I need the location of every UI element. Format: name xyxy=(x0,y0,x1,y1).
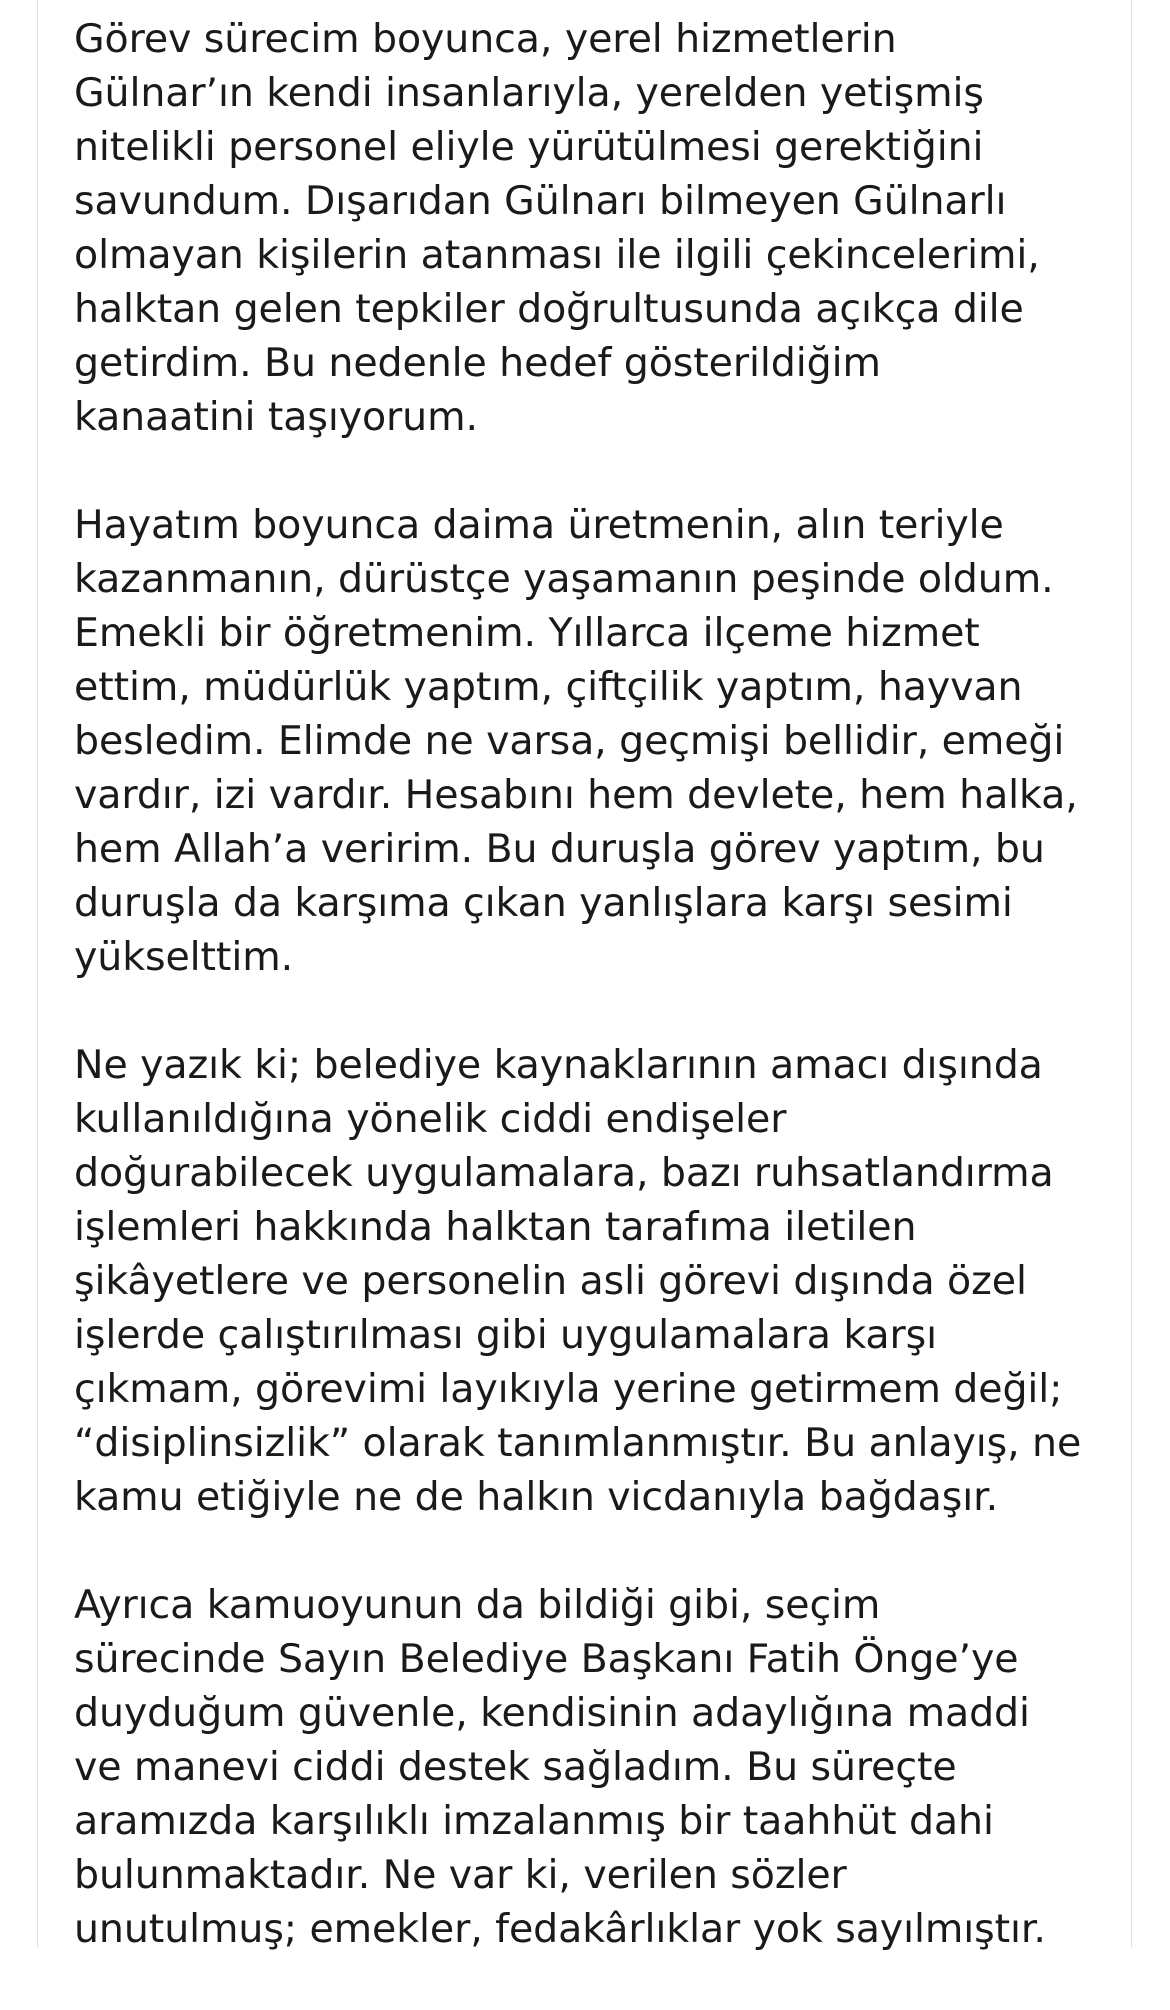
text-line: savundum. Dışarıdan Gülnarı bilmeyen Gülnarlı xyxy=(74,178,1007,224)
statement-text xyxy=(74,12,1134,2010)
text-line: vardır, izi vardır. Hesabını hem devlete, hem halka, xyxy=(74,772,1078,818)
text-line: işlemleri hakkında halktan tarafıma iletilen xyxy=(74,1204,917,1250)
text-line: Gülnar’ın kendi insanlarıyla, yerelden yetişmiş xyxy=(74,70,984,116)
text-line: aramızda karşılıklı imzalanmış bir taahhüt dahi xyxy=(74,1798,994,1844)
text-line: hem Allah’a veririm. Bu duruşla görev yaptım, bu xyxy=(74,826,1045,872)
text-line: kamu etiğiyle ne de halkın vicdanıyla bağdaşır. xyxy=(74,1474,999,1520)
text-line: Hayatım boyunca daima üretmenin, alın teriyle xyxy=(74,502,1004,548)
text-line: Emekli bir öğretmenim. Yıllarca ilçeme hizmet xyxy=(74,610,980,656)
text-line: besledim. Elimde ne varsa, geçmişi bellidir, emeği xyxy=(74,718,1065,764)
text-line: getirdim. Bu nedenle hedef gösterildiğim xyxy=(74,340,881,386)
text-line: ettim, müdürlük yaptım, çiftçilik yaptım, hayvan xyxy=(74,664,1023,710)
text-line: sürecinde Sayın Belediye Başkanı Fatih Önge’ye xyxy=(74,1636,1019,1682)
text-line: şikâyetlere ve personelin asli görevi dışında özel xyxy=(74,1258,1027,1304)
text-line: kanaatini taşıyorum. xyxy=(74,394,478,440)
text-line: nitelikli personel eliyle yürütülmesi gerektiğini xyxy=(74,124,984,170)
text-line: duruşla da karşıma çıkan yanlışlara karşı sesimi xyxy=(74,880,1013,926)
text-line: Ayrıca kamuoyunun da bildiği gibi, seçim xyxy=(74,1582,881,1628)
document-page xyxy=(37,0,1132,1952)
text-line: “disiplinsizlik” olarak tanımlanmıştır. Bu anlayış, ne xyxy=(74,1420,1082,1466)
text-line: duyduğum güvenle, kendisinin adaylığına maddi xyxy=(74,1690,1030,1736)
text-line: işlerde çalıştırılması gibi uygulamalara karşı xyxy=(74,1312,937,1358)
text-line: olmayan kişilerin atanması ile ilgili çekincelerimi, xyxy=(74,232,1040,278)
paragraph-4 xyxy=(74,1578,1134,1956)
text-line: Görev sürecim boyunca, yerel hizmetlerin xyxy=(74,16,897,62)
text-line: halktan gelen tepkiler doğrultusunda açıkça dile xyxy=(74,286,1024,332)
paragraph-2 xyxy=(74,498,1134,984)
text-line: ve manevi ciddi destek sağladım. Bu süreçte xyxy=(74,1744,957,1790)
text-line: bulunmaktadır. Ne var ki, verilen sözler xyxy=(74,1852,847,1898)
text-line: Ne yazık ki; belediye kaynaklarının amacı dışında xyxy=(74,1042,1043,1088)
text-line: yükselttim. xyxy=(74,934,294,980)
text-line: doğurabilecek uygulamalara, bazı ruhsatlandırma xyxy=(74,1150,1054,1196)
text-line: kazanmanın, dürüstçe yaşamanın peşinde oldum. xyxy=(74,556,1054,602)
paragraph-1 xyxy=(74,12,1134,444)
text-line: unutulmuş; emekler, fedakârlıklar yok sayılmıştır. xyxy=(74,1906,1046,1952)
text-line: çıkmam, görevimi layıkıyla yerine getirmem değil; xyxy=(74,1366,1063,1412)
paragraph-3 xyxy=(74,1038,1134,1524)
text-line: kullanıldığına yönelik ciddi endişeler xyxy=(74,1096,787,1142)
